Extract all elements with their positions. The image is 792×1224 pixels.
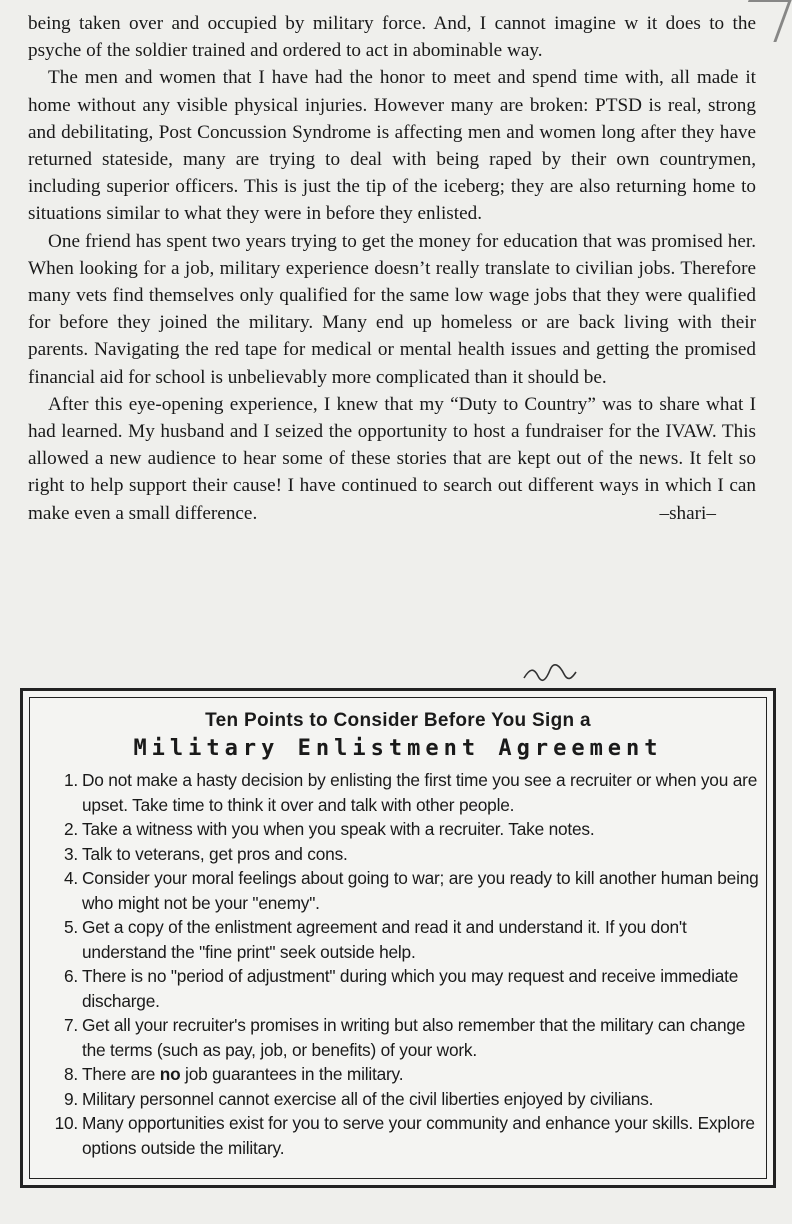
list-item: 10. Many opportunities exist for you to serve your community and enhance your skills. Explore options outside the military. <box>54 1113 755 1158</box>
box-heading-line-2: Military Enlistment Agreement <box>133 736 663 761</box>
emphasis-no: no <box>159 1064 181 1084</box>
article-paragraph-3: One friend has spent two years trying to get the money for education that was promised her. When looking for a job, military experience doesn’t really translate to civilian jobs. Therefore many vets find themselves only qualified for the same low wage jobs that they were qualified for before they joined the military. Many end up homeless or are back living with their parents. Navigating the red tape for medical or mental health issues and getting the promised financial aid for school is unbelievably more complicated than it should be. <box>28 230 756 388</box>
author-signature: –shari– <box>659 502 716 524</box>
list-item: 2. Take a witness with you when you speak with a recruiter. Take notes. <box>63 819 595 839</box>
enlistment-tips-box <box>20 688 776 1188</box>
enlistment-tips-inner-border <box>29 697 767 1179</box>
list-item: 3. Talk to veterans, get pros and cons. <box>63 843 348 864</box>
article-paragraph-2: The men and women that I have had the honor to meet and spend time with, all made it home without any visible physical injuries. However many are broken: PTSD is real, strong and debilitating, Post Concussion Syndrome is affecting men and women long after they have returned stateside, many are trying to deal with being raped by their own countrymen, including superior officers. This is just the tip of the iceberg; they are also returning home to situations similar to what they were in before they enlisted. <box>28 67 756 225</box>
list-item: 4. Consider your moral feelings about going to war; are you ready to kill another human being who might not be your "enemy". <box>63 868 759 913</box>
list-item: 5. Get a copy of the enlistment agreement and read it and understand it. If you don't understand the "fine print" seek outside help. <box>63 917 687 962</box>
ten-points-list <box>48 768 763 1160</box>
handwritten-squiggle-icon <box>520 660 580 684</box>
box-heading-line-1: Ten Points to Consider Before You Sign a <box>205 710 591 731</box>
list-item: 8. There are no job guarantees in the military. <box>63 1064 404 1084</box>
list-item: 9. Military personnel cannot exercise all of the civil liberties enjoyed by civilians. <box>63 1088 654 1109</box>
article-body <box>28 10 756 527</box>
article-paragraph-1: being taken over and occupied by military force. And, I cannot imagine w it does to the psyche of the soldier trained and ordered to act in abominable way. <box>28 13 756 62</box>
list-item: 6. There is no "period of adjustment" during which you may request and receive immediate discharge. <box>63 966 739 1011</box>
list-item: 7. Get all your recruiter's promises in writing but also remember that the military can change the terms (such as pay, job, or benefits) of your work. <box>63 1015 746 1060</box>
list-item: 1. Do not make a hasty decision by enlisting the first time you see a recruiter or when you are upset. Take time to think it over and talk with other people. <box>63 770 758 815</box>
article-paragraph-4: After this eye-opening experience, I knew that my “Duty to Country” was to share what I had learned. My husband and I seized the opportunity to host a fundraiser for the IVAW. This allowed a new audience to hear some of these stories that are kept out of the news. It felt so right to help support their cause! I have continued to search out different ways in which I can make even a small difference. <box>28 393 756 524</box>
